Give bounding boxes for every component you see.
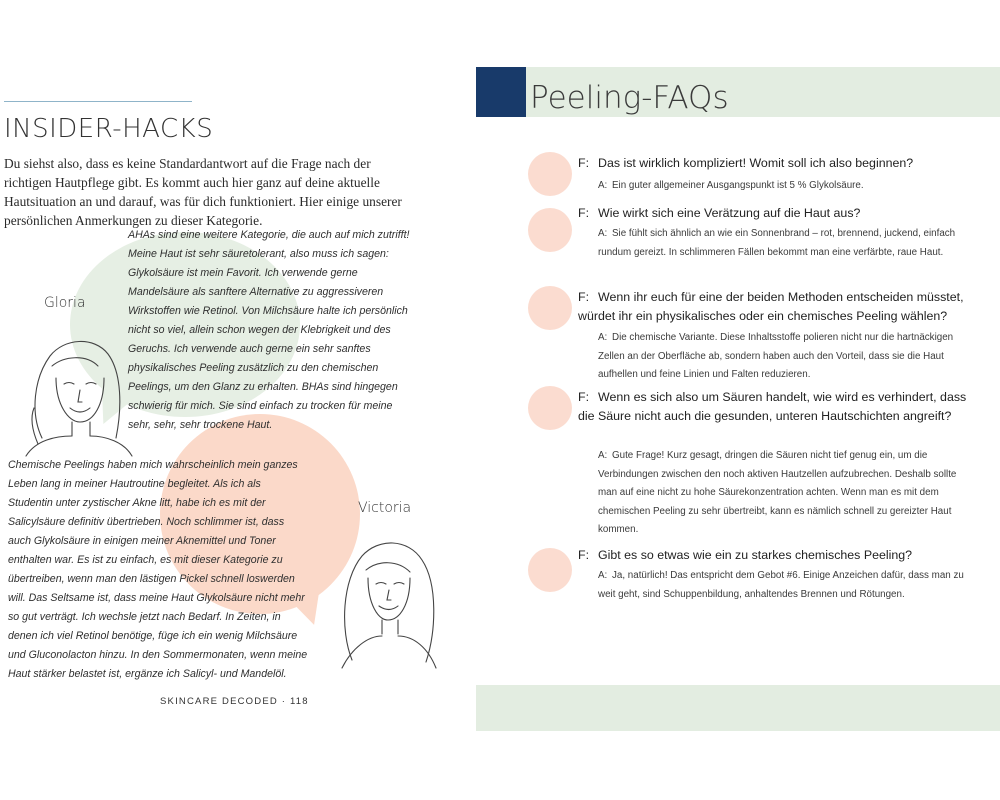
intro-paragraph: Du siehst also, dass es keine Standardantwort auf die Frage nach der richtigen Hautpflege gibt. Es kommt auch hier ganz auf deine aktuelle Hautsituation an und darauf, was für dich funktioniert. Hier einige unserer persönlichen Anmerkungen zu dieser Kategorie. <box>4 156 402 228</box>
faq-question <box>578 388 973 426</box>
question-label: F: <box>578 206 590 220</box>
right-page <box>476 0 1000 800</box>
question-text: Wie wirkt sich eine Verätzung auf die Haut aus? <box>598 206 861 220</box>
insider-hacks-title: INSIDER-HACKS <box>4 114 214 144</box>
victoria-portrait-illustration <box>322 520 452 670</box>
answer-text: Sie fühlt sich ähnlich an wie ein Sonnenbrand – rot, brennend, juckend, einfach rundum gereizt. In schlimmeren Fällen bekommt man eine verfärbte, raue Haut. <box>598 228 956 258</box>
answer-text: Ja, natürlich! Das entspricht dem Gebot #6. Einige Anzeichen dafür, dass man zu weit geht, sind Schuppenbildung, anhaltendes Brennen und Rötungen. <box>598 570 964 600</box>
answer-text: Ein guter allgemeiner Ausgangspunkt ist 5 % Glykolsäure. <box>612 180 864 191</box>
faq-question <box>578 288 973 326</box>
left-page <box>0 0 470 800</box>
faq-title: Peeling-FAQs <box>530 80 729 116</box>
answer-label: A: <box>598 570 608 581</box>
gloria-name: Gloria <box>44 295 86 311</box>
faq-question <box>578 154 973 173</box>
faq-bullet-circle <box>528 548 572 592</box>
title-rule <box>4 101 192 102</box>
faq-bullet-circle <box>528 286 572 330</box>
question-text: Gibt es so etwas wie ein zu starkes chemisches Peeling? <box>598 548 913 562</box>
footer-band <box>476 685 1000 731</box>
answer-text: Die chemische Variante. Diese Inhaltsstoffe polieren nicht nur die hartnäckigen Zellen an der Oberfläche ab, sondern haben auch den Vorteil, dass sie die Haut aufhellen und feine Linien und Falten reduzieren. <box>598 332 954 380</box>
faq-answer <box>598 177 968 196</box>
answer-label: A: <box>598 450 608 461</box>
faq-bullet-circle <box>528 208 572 252</box>
header-accent-block <box>476 67 526 117</box>
faq-answer <box>598 225 968 262</box>
answer-label: A: <box>598 332 608 343</box>
faq-answer <box>598 329 968 385</box>
question-text: Wenn es sich also um Säuren handelt, wie wird es verhindert, dass die Säure nicht auch die gesunden, unteren Hautschichten angreift? <box>578 390 967 423</box>
question-label: F: <box>578 548 590 562</box>
faq-bullet-circle <box>528 152 572 196</box>
question-label: F: <box>578 290 590 304</box>
victoria-name: Victoria <box>358 500 412 516</box>
victoria-quote: Chemische Peelings haben mich wahrscheinlich mein ganzes Leben lang in meiner Hautroutine begleitet. Als ich als Studentin unter zystischer Akne litt, habe ich es mit der Salicylsäure definitiv übertrieben. Noch schlimmer ist, dass auch Glykolsäure in einigen meiner Aknemittel und Toner enthalten war. Es ist zu einfach, es mit dieser Kategorie zu übertreiben, wenn man den lästigen Pickel schnell loswerden will. Das Seltsame ist, dass meine Haut Glykolsäure nicht mehr so gut verträgt. Ich wechsle jetzt nach Bedarf. In Zeiten, in denen ich viel Retinol benötige, füge ich ein wenig Milchsäure und Gluconolacton hinzu. In den Sommermonaten, wenn meine Haut stärker belastet ist, ergänze ich Salicyl- und Mandelöl. <box>8 459 308 680</box>
faq-answer <box>598 567 968 604</box>
gloria-portrait-illustration <box>12 318 142 458</box>
answer-text: Gute Frage! Kurz gesagt, dringen die Säuren nicht tief genug ein, um die Verbindungen zwischen den noch aktiven Hautzellen aufzubrechen. Deshalb sollte man auf eine nicht zu hohe Säurekonzentration achten. Wenn man es mit dem chemischen Peeling zu sehr übertreibt, kann es nämlich schnell zu gereizter Haut kommen. <box>598 450 957 535</box>
question-text: Wenn ihr euch für eine der beiden Methoden entscheiden müsstet, würdet ihr ein physikalisches oder ein chemisches Peeling wählen? <box>578 290 964 323</box>
faq-question <box>578 546 973 565</box>
answer-label: A: <box>598 180 608 191</box>
page-folio: SKINCARE DECODED · 118 <box>160 696 309 707</box>
answer-label: A: <box>598 228 608 239</box>
question-label: F: <box>578 390 590 404</box>
gloria-quote: AHAs sind eine weitere Kategorie, die auch auf mich zutrifft! Meine Haut ist sehr säuretolerant, also muss ich sagen: Glykolsäure ist mein Favorit. Ich verwende gerne Mandelsäure als sanftere Alternative zu aggressiveren Wirkstoffen wie Retinol. Von Milchsäure halte ich persönlich nicht so viel, allein schon wegen der Klebrigkeit und des Geruchs. Ich verwende auch gerne ein sehr sanftes physikalisches Peeling zusätzlich zu den chemischen Peelings, um den Glanz zu erhalten. BHAs sind hingegen schwierig für mich. Sie sind einfach zu trocken für meine sehr, sehr, sehr trockene Haut. <box>128 229 410 431</box>
faq-answer <box>598 447 968 540</box>
faq-bullet-circle <box>528 386 572 430</box>
question-label: F: <box>578 156 590 170</box>
faq-question <box>578 204 973 223</box>
question-text: Das ist wirklich kompliziert! Womit soll ich also beginnen? <box>598 156 914 170</box>
